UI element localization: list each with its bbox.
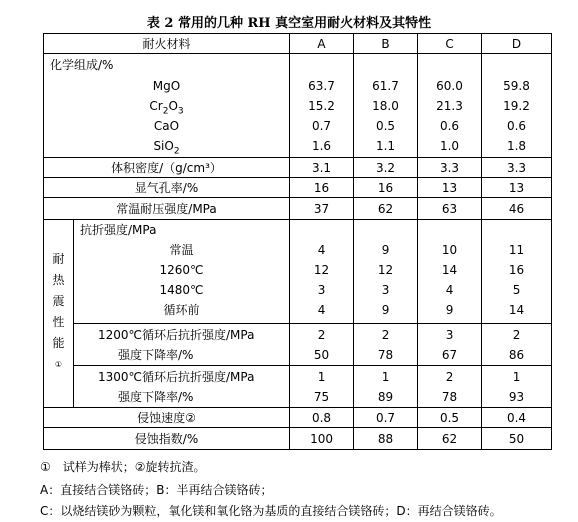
cell: 86 [508,347,525,362]
cell: 62 [354,198,418,220]
cell: 46 [482,198,552,220]
erosion-index-row [44,428,552,450]
chem-cao: CaO [153,119,180,133]
cell: 13 [418,178,482,198]
cell: 61.7 [372,79,399,93]
vertical-char: 热 [52,272,65,287]
density-label: 体积密度/（g/cm³） [44,158,290,178]
cell: 62 [418,428,482,450]
chem-label: 化学组成/% [50,58,114,72]
cell: 100 [290,428,354,450]
bending-sub: 1480℃ [159,283,204,297]
cell: 16 [290,178,354,198]
header-col-b: B [354,34,418,54]
cell: 1.0 [439,139,460,153]
density-row [44,158,552,178]
bending-sub: 常温 [169,243,194,257]
cell: 5 [512,283,521,297]
cell: 21.3 [436,99,463,113]
cell: 88 [354,428,418,450]
cell: 89 [377,389,394,404]
footnote-mark: ① [54,359,63,369]
header-col-c: C [418,34,482,54]
cell: 14 [441,263,458,277]
cycle1200-row [44,324,552,366]
table-title: 表 2 常用的几种 RH 真空室用耐火材料及其特性 [146,16,432,31]
cell: 0.5 [375,119,396,133]
cycle1300-label: 1300℃循环后抗折强度/MPa [98,369,255,384]
cell: 19.2 [503,99,530,113]
cell: 9 [445,303,454,317]
properties-table [43,33,552,450]
cell: 1 [317,369,326,384]
header-col-d: D [482,34,552,54]
footnote-3: C：以烧结镁砂为颗粒，氧化镁和氧化铬为基质的直接结合镁铬砖；D：再结合镁铬砖。 [40,504,502,518]
porosity-label: 显气孔率/% [44,178,290,198]
cell: 14 [508,303,525,317]
cell: 59.8 [503,79,530,93]
cell: 1 [512,369,521,384]
cell: 1.8 [506,139,527,153]
cell: 0.5 [418,408,482,428]
erosion-rate-label: 侵蚀速度② [44,408,290,428]
cell: 9 [381,243,390,257]
cell: 78 [377,347,394,362]
cycle1200-sub: 强度下降率/% [118,347,194,362]
cell: 63 [418,198,482,220]
cell: 15.2 [308,99,335,113]
cell: 0.8 [290,408,354,428]
cell: 2 [381,327,390,342]
footnote-2: A：直接结合镁铬砖；B：半再结合镁铬砖； [40,483,273,497]
cold-strength-label: 常温耐压强度/MPa [44,198,290,220]
bending-row [44,220,552,324]
chem-row [44,54,552,158]
cell: 2 [445,369,454,384]
cell: 1 [381,369,390,384]
cell: 12 [377,263,394,277]
vertical-char: 能 [52,335,65,350]
footnote-1: ① 试样为棒状；②旋转抗渣。 [40,460,206,474]
cell: 3.3 [418,158,482,178]
vertical-char: 性 [52,314,65,329]
cell: 0.6 [439,119,460,133]
cell: 3.3 [482,158,552,178]
cell: 0.6 [506,119,527,133]
cell: 4 [445,283,454,297]
cell: 3 [317,283,326,297]
cell: 4 [317,303,326,317]
cell: 67 [441,347,458,362]
erosion-index-label: 侵蚀指数/% [44,428,290,450]
header-col-a: A [290,34,354,54]
cell: 16 [508,263,525,277]
cell: 16 [354,178,418,198]
cell: 11 [508,243,525,257]
cell: 1.1 [375,139,396,153]
cell: 50 [482,428,552,450]
cell: 3 [445,327,454,342]
vertical-char: 耐 [52,251,65,266]
cell: 37 [290,198,354,220]
cell: 18.0 [372,99,399,113]
cold-strength-row [44,198,552,220]
bending-label: 抗折强度/MPa [80,223,157,237]
chem-sio2: SiO$_2$ [153,139,180,157]
bending-sub: 1260℃ [159,263,204,277]
cell: 93 [508,389,525,404]
cell: 78 [441,389,458,404]
erosion-rate-row [44,408,552,428]
thermal-shock-label [44,220,74,408]
vertical-char: 震 [52,293,65,308]
cell: 9 [381,303,390,317]
cell: 0.4 [482,408,552,428]
cell: 3.1 [290,158,354,178]
cell: 3 [381,283,390,297]
cycle1300-sub: 强度下降率/% [118,389,194,404]
cell: 75 [313,389,330,404]
cell: 2 [512,327,521,342]
cell: 4 [317,243,326,257]
porosity-row [44,178,552,198]
cell: 50 [313,347,330,362]
cell: 1.6 [311,139,332,153]
cell: 0.7 [311,119,332,133]
cell: 63.7 [308,79,335,93]
chem-mgo: MgO [152,79,181,93]
header-material: 耐火材料 [44,34,290,54]
cell: 60.0 [436,79,463,93]
chem-cr2o3: $Cr_2O_3$ [149,99,184,117]
cycle1300-row [44,366,552,408]
cell: 10 [441,243,458,257]
cell: 12 [313,263,330,277]
cycle1200-label: 1200℃循环后抗折强度/MPa [98,327,255,342]
bending-sub: 循环前 [163,303,200,317]
cell: 2 [317,327,326,342]
cell: 0.7 [354,408,418,428]
cell: 3.2 [354,158,418,178]
header-row [44,34,552,54]
cell: 13 [482,178,552,198]
